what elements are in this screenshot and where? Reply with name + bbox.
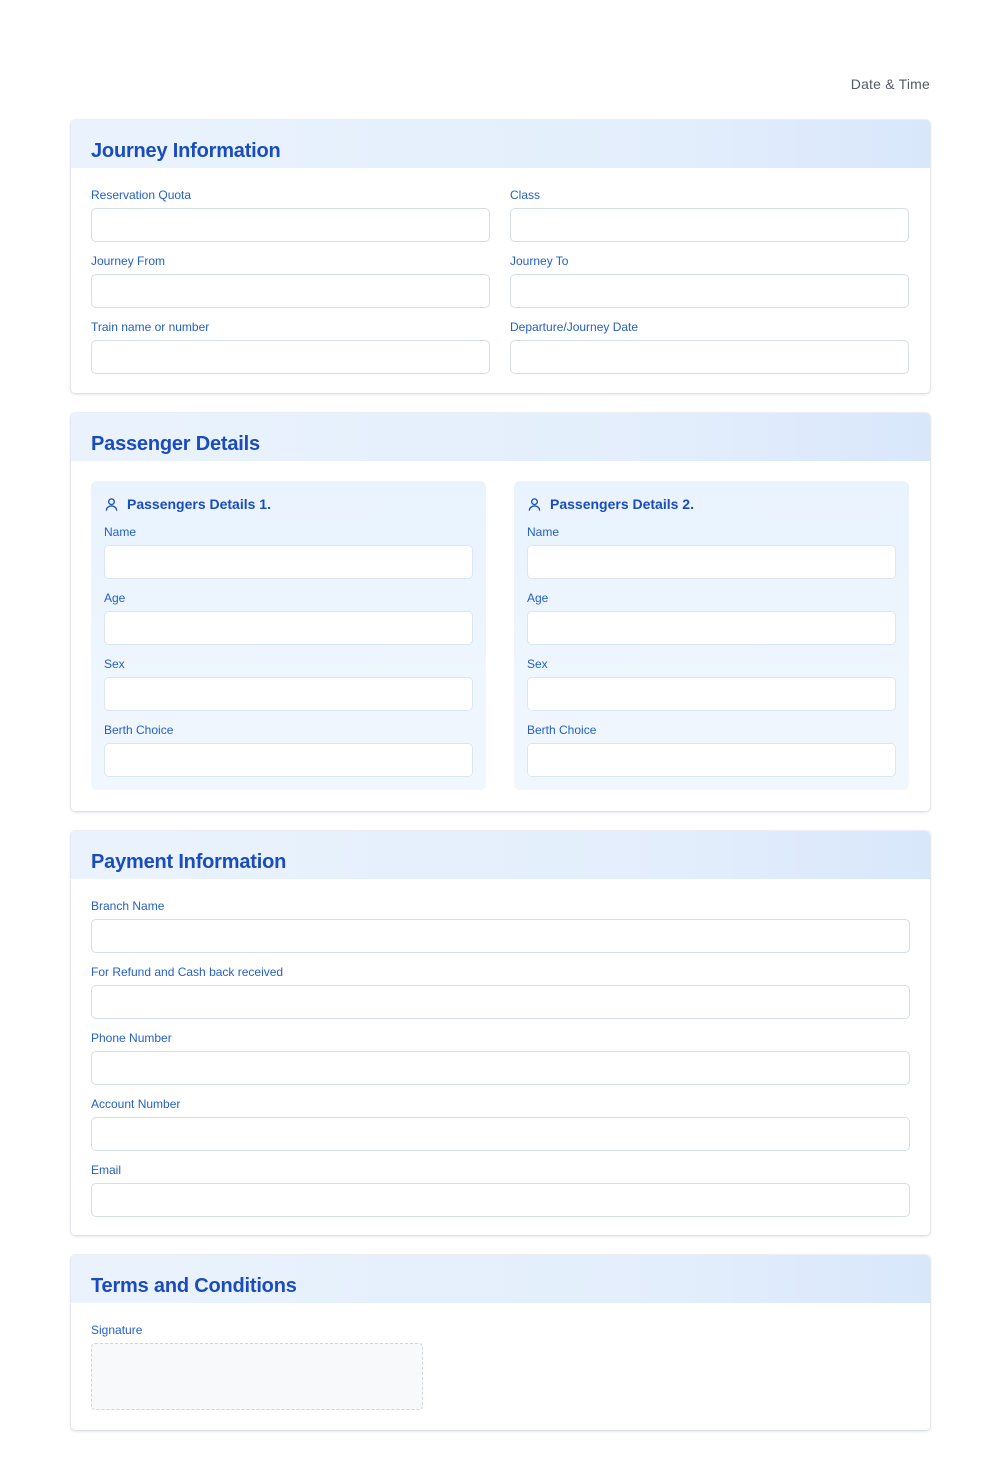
journey-to-field <box>510 254 909 308</box>
account-number-label: Account Number <box>91 1097 181 1111</box>
user-icon <box>104 497 119 512</box>
payment-information-card <box>71 831 930 1235</box>
journey-from-field <box>91 254 490 308</box>
passenger-1-age-field <box>104 591 473 645</box>
branch-name-label: Branch Name <box>91 899 165 913</box>
journey-from-input[interactable] <box>91 274 490 308</box>
user-icon <box>527 497 542 512</box>
journey-to-label: Journey To <box>510 254 569 268</box>
passenger-1-berth-input[interactable] <box>104 743 473 777</box>
refund-cashback-label: For Refund and Cash back received <box>91 965 284 979</box>
passenger-2-name-label: Name <box>527 525 560 539</box>
departure-date-input[interactable] <box>510 340 909 374</box>
terms-conditions-title: Terms and Conditions <box>91 1275 297 1297</box>
signature-label: Signature <box>91 1323 143 1337</box>
passenger-box-1-title: Passengers Details 1. <box>127 496 271 512</box>
reservation-quota-label: Reservation Quota <box>91 188 192 202</box>
passenger-1-berth-field <box>104 723 473 777</box>
email-label: Email <box>91 1163 122 1177</box>
payment-information-title: Payment Information <box>91 851 287 873</box>
train-name-label: Train name or number <box>91 320 210 334</box>
passenger-1-sex-input[interactable] <box>104 677 473 711</box>
passenger-2-berth-field <box>527 723 896 777</box>
journey-from-label: Journey From <box>91 254 166 268</box>
passenger-box-1 <box>91 481 486 790</box>
passenger-details-header <box>71 413 930 461</box>
journey-information-header <box>71 120 930 168</box>
departure-date-field <box>510 320 909 374</box>
departure-date-label: Departure/Journey Date <box>510 320 639 334</box>
passenger-box-2 <box>514 481 909 790</box>
passenger-1-sex-label: Sex <box>104 657 125 671</box>
email-input[interactable] <box>91 1183 910 1217</box>
class-input[interactable] <box>510 208 909 242</box>
journey-information-title: Journey Information <box>91 140 281 162</box>
payment-information-header <box>71 831 930 879</box>
passenger-2-age-field <box>527 591 896 645</box>
passenger-box-1-header <box>104 495 473 513</box>
passenger-1-age-label: Age <box>104 591 126 605</box>
passenger-boxes <box>71 461 930 810</box>
passenger-2-age-label: Age <box>527 591 549 605</box>
passenger-details-card <box>71 413 930 811</box>
passenger-2-sex-input[interactable] <box>527 677 896 711</box>
journey-information-card <box>71 120 930 393</box>
phone-number-label: Phone Number <box>91 1031 172 1045</box>
terms-conditions-card <box>71 1255 930 1430</box>
passenger-1-name-label: Name <box>104 525 137 539</box>
signature-pad[interactable] <box>91 1343 423 1410</box>
branch-name-input[interactable] <box>91 919 910 953</box>
terms-conditions-header <box>71 1255 930 1303</box>
branch-name-field <box>91 899 910 953</box>
train-name-field <box>91 320 490 374</box>
phone-number-input[interactable] <box>91 1051 910 1085</box>
phone-number-field <box>91 1031 910 1085</box>
class-label: Class <box>510 188 541 202</box>
passenger-box-2-header <box>527 495 896 513</box>
passenger-1-name-field <box>104 525 473 579</box>
reservation-quota-input[interactable] <box>91 208 490 242</box>
passenger-1-age-input[interactable] <box>104 611 473 645</box>
passenger-2-berth-label: Berth Choice <box>527 723 597 737</box>
passenger-2-berth-input[interactable] <box>527 743 896 777</box>
payment-fields <box>71 879 930 1235</box>
passenger-2-name-field <box>527 525 896 579</box>
passenger-2-name-input[interactable] <box>527 545 896 579</box>
passenger-box-2-title: Passengers Details 2. <box>550 496 694 512</box>
class-field <box>510 188 909 242</box>
passenger-1-name-input[interactable] <box>104 545 473 579</box>
train-name-input[interactable] <box>91 340 490 374</box>
account-number-field <box>91 1097 910 1151</box>
passenger-1-berth-label: Berth Choice <box>104 723 174 737</box>
passenger-details-title: Passenger Details <box>91 433 260 455</box>
terms-body <box>71 1303 930 1430</box>
journey-to-input[interactable] <box>510 274 909 308</box>
reservation-quota-field <box>91 188 490 242</box>
passenger-2-sex-field <box>527 657 896 711</box>
account-number-input[interactable] <box>91 1117 910 1151</box>
passenger-1-sex-field <box>104 657 473 711</box>
passenger-2-age-input[interactable] <box>527 611 896 645</box>
refund-cashback-field <box>91 965 910 1019</box>
date-time-label: Date & Time <box>850 76 930 92</box>
journey-fields <box>71 168 930 393</box>
refund-cashback-input[interactable] <box>91 985 910 1019</box>
email-field <box>91 1163 910 1217</box>
passenger-2-sex-label: Sex <box>527 657 548 671</box>
